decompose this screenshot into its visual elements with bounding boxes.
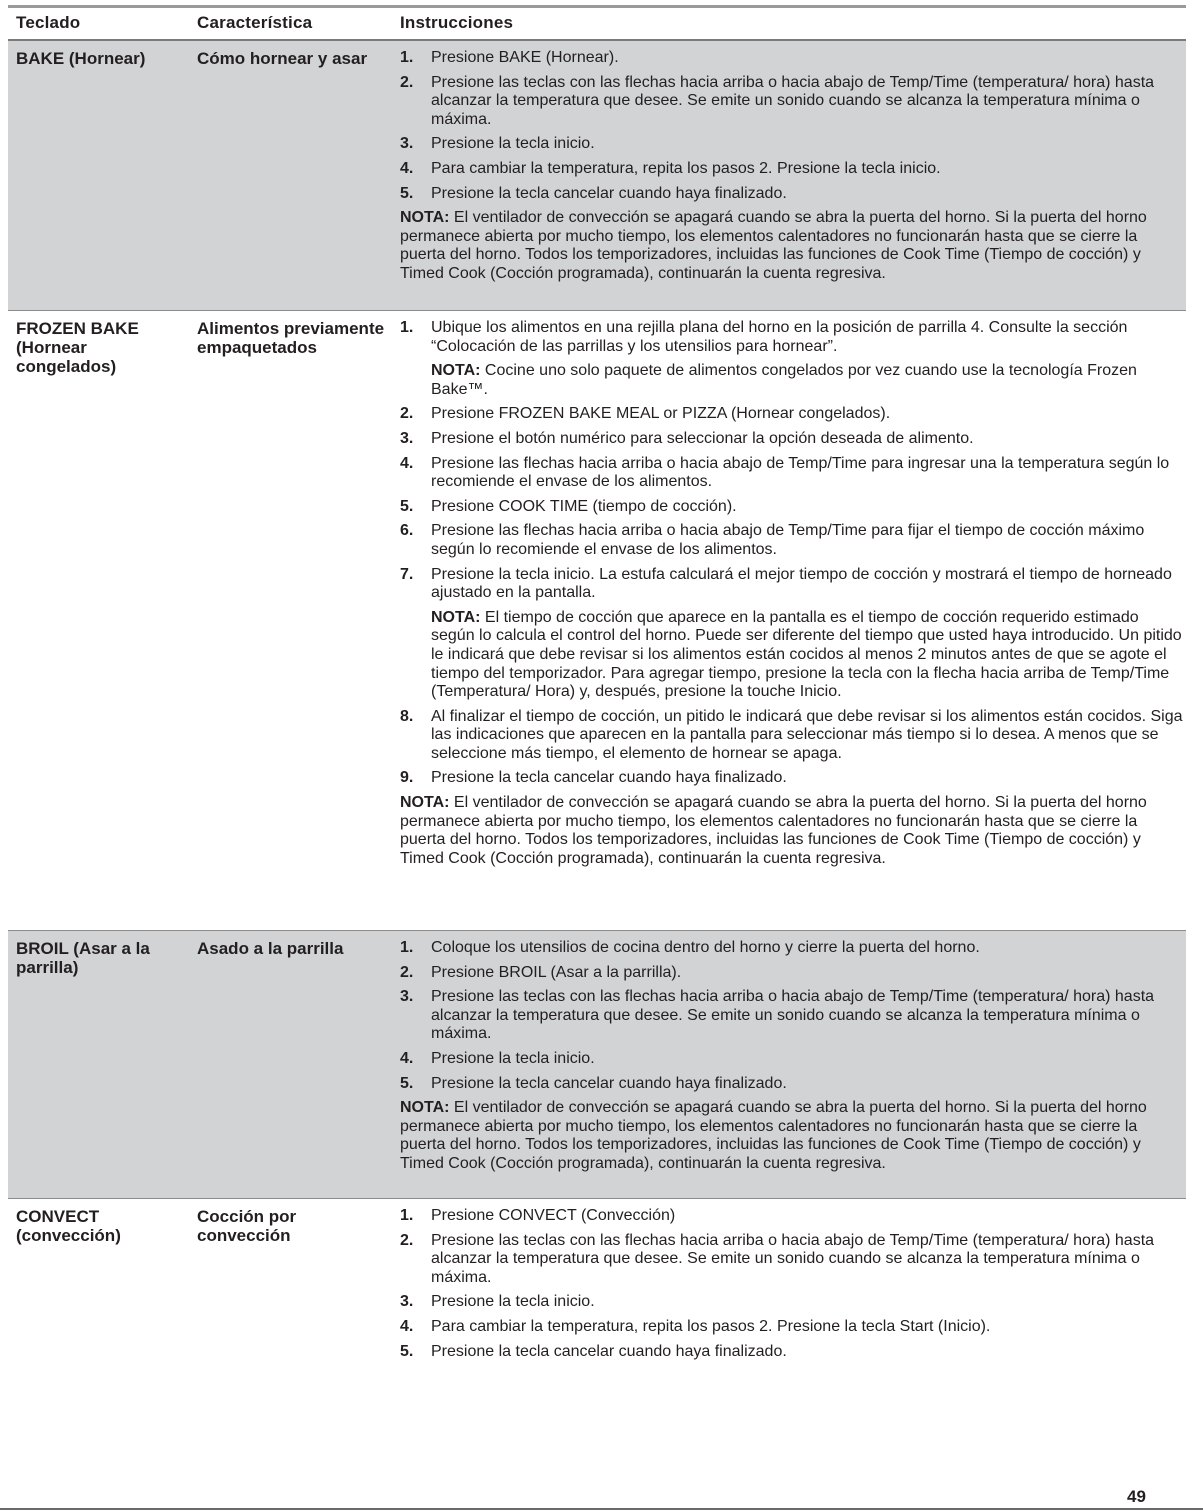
- step-text: Presione la tecla inicio. La estufa calculará el mejor tiempo de cocción y mostrará el tiempo de horneado ajustado en la pantalla.: [431, 565, 1172, 602]
- row-instructions: [400, 49, 1184, 284]
- step-text: Presione la tecla inicio.: [431, 135, 595, 153]
- step-text: Presione la tecla cancelar cuando haya finalizado.: [431, 769, 787, 787]
- step-number: 1.: [400, 1207, 414, 1224]
- step-item: [400, 566, 1184, 702]
- step-item: [400, 430, 1184, 449]
- step-number: 9.: [400, 769, 414, 787]
- step-number: 3.: [400, 135, 414, 153]
- note-label: NOTA:: [400, 1099, 450, 1117]
- row-keypad: BAKE (Hornear): [16, 49, 146, 68]
- step-number: 7.: [400, 565, 414, 583]
- row-note: [400, 209, 1184, 283]
- step-number: 5.: [400, 184, 414, 202]
- table-row-convect: [8, 1199, 1186, 1399]
- row-keypad: FROZEN BAKE (Hornear congelados): [16, 319, 139, 376]
- step-text: Presione el botón numérico para seleccionar la opción deseada de alimento.: [431, 429, 974, 447]
- step-item: [400, 1293, 1184, 1312]
- step-item: [400, 1075, 1184, 1094]
- table-row-bake: [8, 41, 1186, 311]
- step-number: 1.: [400, 49, 414, 66]
- step-item: [400, 455, 1184, 492]
- step-number: 8.: [400, 707, 414, 725]
- note-label: NOTA:: [431, 362, 481, 380]
- step-item: [400, 319, 1184, 399]
- row-feature: Alimentos previamente empaquetados: [197, 319, 385, 357]
- step-item: [400, 769, 1184, 788]
- step-item: [400, 964, 1184, 983]
- note-text: El ventilador de convección se apagará cuando se abra la puerta del horno. Si la puerta del horno permanece abierta por mucho tiempo, los elementos calentadores no funcionarán hasta que se cierre la puerta del horno. Todos los temporizadores, incluidas las funciones de Cook Time (Tiempo de cocción) y Timed Cook (Cocción programada), continuarán la cuenta regresiva.: [400, 794, 1147, 867]
- table-row-frozen-bake: [8, 311, 1186, 931]
- step-number: 2.: [400, 405, 414, 423]
- step-item: [400, 1050, 1184, 1069]
- step-text: Ubique los alimentos en una rejilla plana del horno en la posición de parrilla 4. Consulte la sección “Colocación de las parrillas y los utensilios para hornear”.: [431, 319, 1128, 355]
- step-number: 2.: [400, 963, 414, 981]
- step-item: [400, 1343, 1184, 1362]
- header-instrucciones: Instrucciones: [400, 13, 514, 32]
- step-number: 4.: [400, 1317, 414, 1335]
- steps-list: [400, 49, 1184, 203]
- step-number: 1.: [400, 319, 414, 336]
- row-note: [400, 794, 1184, 868]
- step-number: 2.: [400, 73, 414, 91]
- step-item: [400, 49, 1184, 68]
- step-text: Presione la tecla inicio.: [431, 1049, 595, 1067]
- step-text: Presione las teclas con las flechas hacia arriba o hacia abajo de Temp/Time (temperatura/ hora) hasta alcanzar la temperatura que desee. Se emite un sonido cuando se alcanza la temperatura mínima o máxima.: [431, 988, 1155, 1043]
- step-item: [400, 160, 1184, 179]
- step-item: [400, 405, 1184, 424]
- step-item: [400, 1232, 1184, 1288]
- step-text: Presione las flechas hacia arriba o hacia abajo de Temp/Time para fijar el tiempo de cocción máximo según lo recomiende el envase de los alimentos.: [431, 522, 1145, 558]
- step-text: Presione CONVECT (Convección): [431, 1207, 676, 1224]
- step-number: 3.: [400, 1293, 414, 1311]
- step-item: [400, 185, 1184, 204]
- step-text: Presione la tecla inicio.: [431, 1293, 595, 1311]
- step-text: Presione las teclas con las flechas hacia arriba o hacia abajo de Temp/Time (temperatura/ hora) hasta alcanzar la temperatura que desee. Se emite un sonido cuando se alcanza la temperatura mínima o máxima.: [431, 73, 1155, 128]
- row-keypad: BROIL (Asar a la parrilla): [16, 939, 150, 977]
- step-item: [400, 1207, 1184, 1226]
- step-text: Presione la tecla cancelar cuando haya finalizado.: [431, 1342, 787, 1360]
- step-number: 3.: [400, 988, 414, 1006]
- note-text: Cocine uno solo paquete de alimentos congelados por vez cuando use la tecnología Frozen Bake™.: [431, 362, 1137, 398]
- step-number: 1.: [400, 939, 414, 956]
- row-instructions: [400, 1207, 1184, 1367]
- note-text: El tiempo de cocción que aparece en la pantalla es el tiempo de cocción requerido estimado según lo calcula el control del horno. Puede ser diferente del tiempo que usted haya introducido. Un pitido le indicará que debe revisar si los alimentos están cocidos al menos 2 minutos antes de que se agote el tiempo del temporizador. Para agregar tiempo, presione la tecla con la flecha hacia arriba de Temp/Time (Temperatura/ Hora) y, después, presione la touche Inicio.: [431, 608, 1182, 701]
- top-rule: [8, 5, 1186, 8]
- step-text: Presione las teclas con las flechas hacia arriba o hacia abajo de Temp/Time (temperatura/ hora) hasta alcanzar la temperatura que desee. Se emite un sonido cuando se alcanza la temperatura mínima o máxima.: [431, 1231, 1155, 1286]
- steps-list: [400, 939, 1184, 1093]
- row-feature: Cómo hornear y asar: [197, 49, 368, 68]
- step-number: 2.: [400, 1231, 414, 1249]
- step-text: Al finalizar el tiempo de cocción, un pitido le indicará que debe revisar si los alimentos están cocidos. Siga las indicaciones que aparecen en la pantalla para seleccionar más tiempo si lo desea. A menos que se seleccione más tiempo, el elemento de hornear se apaga.: [431, 707, 1183, 762]
- table-row-broil: [8, 931, 1186, 1199]
- step-note: [431, 362, 1184, 399]
- note-text: El ventilador de convección se apagará cuando se abra la puerta del horno. Si la puerta del horno permanece abierta por mucho tiempo, los elementos calentadores no funcionarán hasta que se cierre la puerta del horno. Todos los temporizadores, incluidas las funciones de Cook Time (Tiempo de cocción) y Timed Cook (Cocción programada), continuarán la cuenta regresiva.: [400, 1099, 1147, 1172]
- step-number: 5.: [400, 1074, 414, 1092]
- step-text: Para cambiar la temperatura, repita los pasos 2. Presione la tecla inicio.: [431, 159, 941, 177]
- step-text: Presione la tecla cancelar cuando haya finalizado.: [431, 184, 787, 202]
- step-text: Presione BAKE (Hornear).: [431, 49, 619, 66]
- table-header: [8, 9, 1186, 41]
- row-instructions: [400, 319, 1184, 868]
- row-keypad: CONVECT (convección): [16, 1207, 121, 1245]
- step-text: Presione las flechas hacia arriba o hacia abajo de Temp/Time para ingresar una la temperatura según lo recomiende el envase de los alimentos.: [431, 454, 1170, 491]
- header-caracteristica: Característica: [197, 13, 313, 32]
- step-number: 6.: [400, 522, 414, 540]
- step-number: 4.: [400, 159, 414, 177]
- step-text: Presione la tecla cancelar cuando haya finalizado.: [431, 1074, 787, 1092]
- step-text: Presione BROIL (Asar a la parrilla).: [431, 963, 682, 981]
- step-number: 4.: [400, 454, 414, 472]
- step-text: Coloque los utensilios de cocina dentro del horno y cierre la puerta del horno.: [431, 939, 980, 956]
- steps-list: [400, 1207, 1184, 1361]
- step-text: Presione FROZEN BAKE MEAL or PIZZA (Hornear congelados).: [431, 405, 891, 423]
- steps-list: [400, 319, 1184, 788]
- note-label: NOTA:: [431, 608, 481, 626]
- page-number: 49: [1127, 1487, 1146, 1506]
- note-text: El ventilador de convección se apagará cuando se abra la puerta del horno. Si la puerta del horno permanece abierta por mucho tiempo, los elementos calentadores no funcionarán hasta que se cierre la puerta del horno. Todos los temporizadores, incluidas las funciones de Cook Time (Tiempo de cocción) y Timed Cook (Cocción programada), continuarán la cuenta regresiva.: [400, 209, 1147, 282]
- step-text: Para cambiar la temperatura, repita los pasos 2. Presione la tecla Start (Inicio).: [431, 1317, 991, 1335]
- step-text: Presione COOK TIME (tiempo de cocción).: [431, 497, 737, 515]
- step-item: [400, 135, 1184, 154]
- step-number: 4.: [400, 1049, 414, 1067]
- row-feature: Asado a la parrilla: [197, 939, 344, 958]
- step-number: 5.: [400, 1342, 414, 1360]
- note-label: NOTA:: [400, 209, 450, 227]
- step-item: [400, 988, 1184, 1044]
- row-feature: Cocción por convección: [197, 1207, 297, 1245]
- row-note: [400, 1099, 1184, 1173]
- step-note: [431, 609, 1184, 702]
- step-item: [400, 939, 1184, 958]
- header-teclado: Teclado: [16, 13, 81, 32]
- step-item: [400, 498, 1184, 517]
- step-item: [400, 708, 1184, 764]
- step-item: [400, 1318, 1184, 1337]
- step-number: 3.: [400, 429, 414, 447]
- step-item: [400, 74, 1184, 130]
- step-item: [400, 522, 1184, 559]
- row-instructions: [400, 939, 1184, 1174]
- bottom-rule: [0, 1508, 1203, 1510]
- instructions-table: [8, 41, 1186, 1399]
- step-number: 5.: [400, 497, 414, 515]
- note-label: NOTA:: [400, 794, 450, 812]
